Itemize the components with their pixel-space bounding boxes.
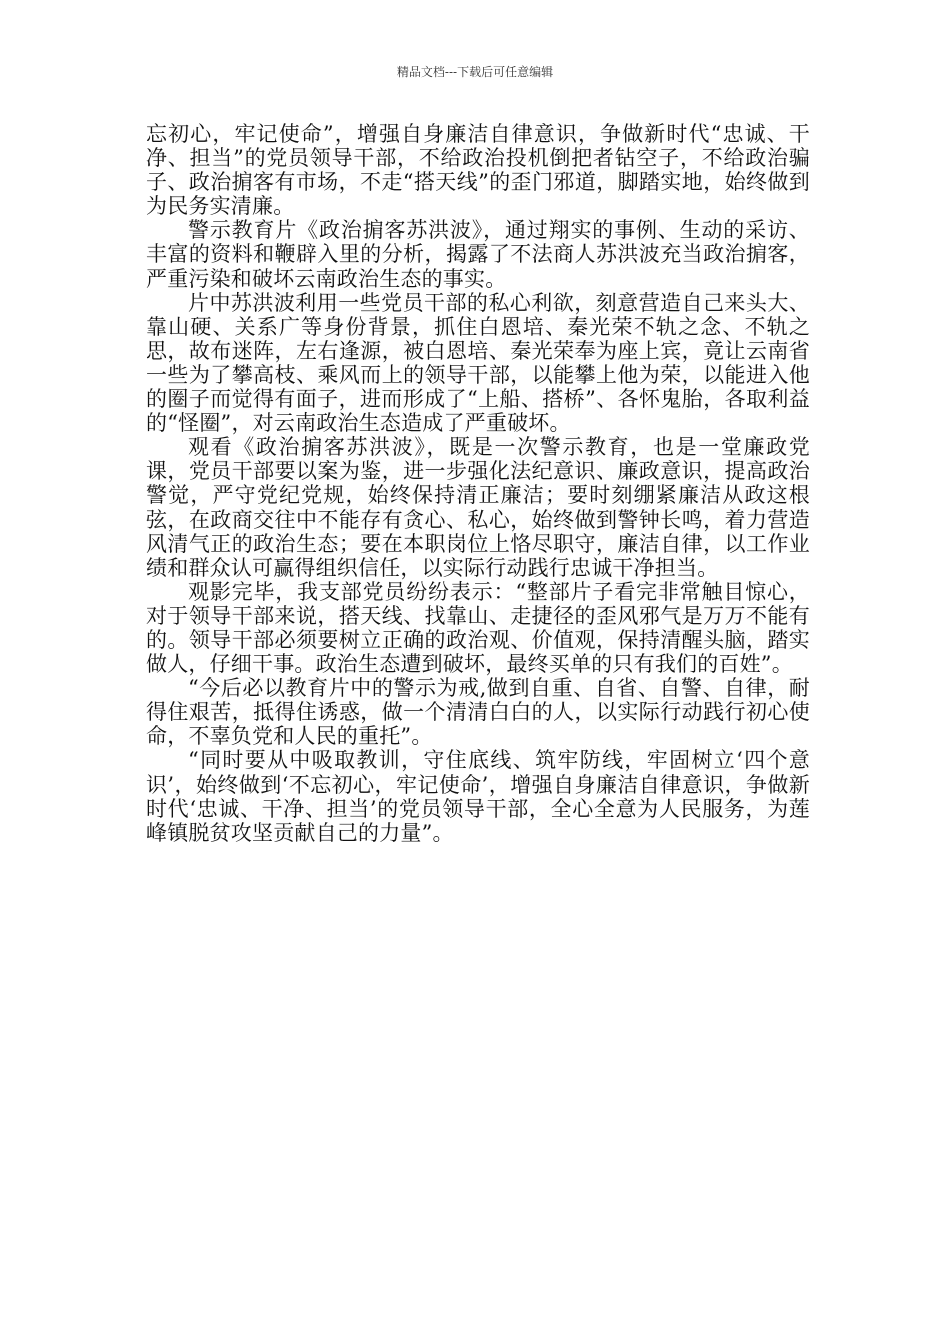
paragraph-3: 片中苏洪波利用一些党员干部的私心利欲，刻意营造自己来头大、靠山硬、关系广等身份背景，抓住白恩培、秦光荣不轨之念、不轨之思，故布迷阵，左右逢源，被白恩培、秦光荣奉为座上宾，竟让云南省一些为了攀高枝、乘风而上的领导干部，以能攀上他为荣，以能进入他的圈子而觉得有面子，进而形成了“上船、搭桥”、各怀鬼胎，各取利益的“怪圈”，对云南政治生态造成了严重破坏。 [146, 290, 810, 436]
paragraph-1: 忘初心，牢记使命”，增强自身廉洁自律意识，争做新时代“忠诚、干净、担当”的党员领导干部，不给政治投机倒把者钻空子，不给政治骗子、政治掮客有市场，不走“搭天线”的歪门邪道，脚踏实地，始终做到为民务实清廉。 [146, 122, 810, 219]
paragraph-5: 观影完毕，我支部党员纷纷表示：“整部片子看完非常触目惊心，对于领导干部来说，搭天线、找靠山、走捷径的歪风邪气是万万不能有的。领导干部必须要树立正确的政治观、价值观，保持清醒头脑，踏实做人，仔细干事。政治生态遭到破坏，最终买单的只有我们的百姓”。 [146, 579, 810, 677]
paragraph-6: “今后必以教育片中的警示为戒,做到自重、自省、自警、自律，耐得住艰苦，抵得住诱惑，做一个清清白白的人，以实际行动践行初心使命，不辜负党和人民的重托”。 [146, 676, 810, 749]
paragraph-4: 观看《政治掮客苏洪波》，既是一次警示教育，也是一堂廉政党课，党员干部要以案为鉴，进一步强化法纪意识、廉政意识，提高政治警觉，严守党纪党规，始终保持清正廉洁；要时刻绷紧廉洁从政这根弦，在政商交往中不能存有贪心、私心，始终做到警钟长鸣，着力营造风清气正的政治生态；要在本职岗位上恪尽职守，廉洁自律，以工作业绩和群众认可赢得组织信任，以实际行动践行忠诚干净担当。 [146, 435, 810, 580]
page-header: 精品文档---下载后可任意编辑 [396, 65, 554, 79]
paragraph-2: 警示教育片《政治掮客苏洪波》，通过翔实的事例、生动的采访、丰富的资料和鞭辟入里的分析，揭露了不法商人苏洪波充当政治掮客，严重污染和破坏云南政治生态的事实。 [146, 218, 810, 291]
document-body [146, 122, 810, 845]
paragraph-7: “同时要从中吸取教训，守住底线、筑牢防线，牢固树立‘四个意识’，始终做到‘不忘初心，牢记使命’，增强自身廉洁自律意识，争做新时代‘忠诚、干净、担当’的党员领导干部，全心全意为人民服务，为莲峰镇脱贫攻坚贡献自己的力量”。 [146, 748, 810, 845]
